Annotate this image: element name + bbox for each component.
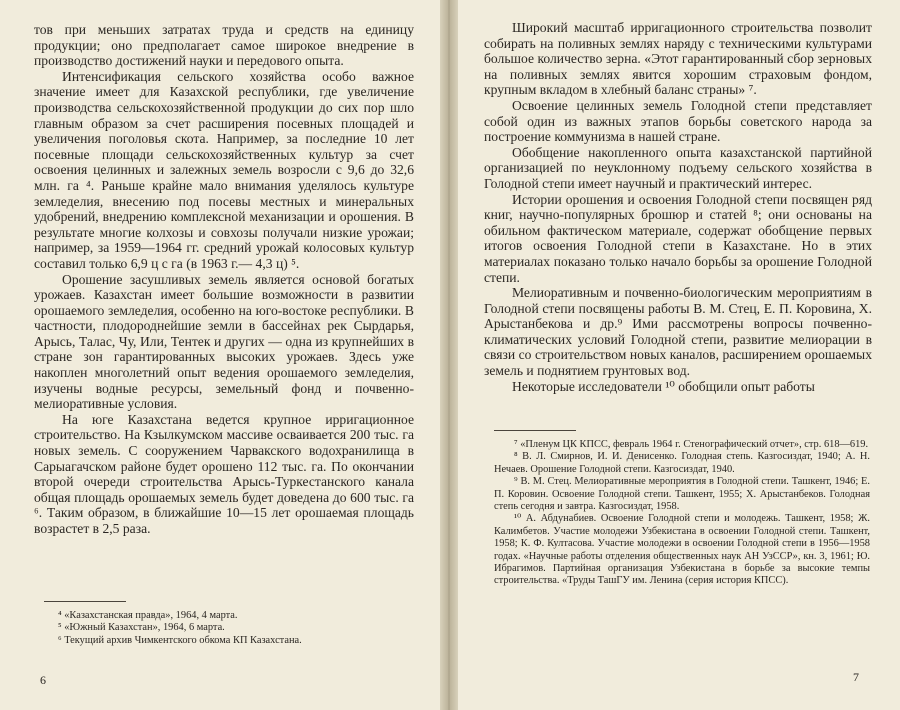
- footnote: ⁵ «Южный Казахстан», 1964, 6 марта.: [58, 622, 225, 634]
- paragraph: тов при меньших затратах труда и средств на единицу продукции; оно предполагает самое широкое внедрение в производство достижений науки и передового опыта.: [34, 22, 414, 69]
- footnote: ⁹ В. М. Стец. Мелиоративные мероприятия в Голодной степи. Ташкент, 1946; Е. П. Коровин. Освоение Голодной степи. Ташкент, 1955; Х. Арыстанбеков. Голодная степь сегодня и завтра. Казгосиздат, 1958.: [494, 476, 870, 513]
- paragraph: Освоение целинных земель Голодной степи представляет собой один из важных этапов борьбы советского народа за построение коммунизма в нашей стране.: [484, 97, 872, 145]
- page-number: 7: [853, 670, 859, 684]
- footnote-divider: [494, 430, 576, 431]
- paragraph: Обобщение накопленного опыта казахстанской партийной организацией по неуклонному подъему сельского хозяйства в Голодной степи имеет научный и практический интерес.: [484, 144, 872, 191]
- footnote: ⁴ «Казахстанская правда», 1964, 4 марта.: [58, 610, 238, 621]
- footnote: ⁸ В. Л. Смирнов, И. И. Денисенко. Голодная степь. Казгосиздат, 1940; А. Н. Нечаев. Орошение Голодной степи. Казгосиздат, 1940.: [494, 451, 870, 475]
- footnote: ⁶ Текущий архив Чимкентского обкома КП Казахстана.: [58, 634, 302, 646]
- paragraph: Орошение засушливых земель является основой богатых урожаев. Казахстан имеет большие возможности в развитии орошаемого земледелия, особенно на юго-востоке республики. В частности, плодороднейшие земли в бассейнах рек Сырдарья, Арысь, Талас, Чу, Или, Тентек и других — одна из крупнейших в стране зон гарантированных высоких урожаев. Здесь уже накоплен многолетний опыт ведения орошаемого земледелия, изучены водные ресурсы, земельный фонд и почвенно-мелиоративные условия.: [34, 271, 414, 412]
- left-page: [0, 0, 440, 710]
- footnote: ¹⁰ А. Абдунабиев. Освоение Голодной степи и молодежь. Ташкент, 1958; Ж. Калимбетов. Участие молодежи Узбекистана в освоении Голодной степи. Ташкент, 1958; К. Ф. Култасова. Участие молодежи в освоении Голодной степи в 1956—1958 годах. «Научные работы отделения общественных наук АН УзССР», кн. 3, 1961; Ю. Ибрагимов. Партийная организация Узбекистана в борьбе за высокие темпы строительства. «Труды ТашГУ им. Ленина (серия история КПСС).: [494, 513, 870, 587]
- footnote-divider: [44, 601, 126, 602]
- left-page-body: [34, 22, 414, 537]
- left-page-footnotes: [44, 601, 414, 647]
- paragraph: Некоторые исследователи ¹⁰ обобщили опыт работы: [512, 378, 815, 394]
- paragraph: Мелиоративным и почвенно-биологическим мероприятиям в Голодной степи посвящены работы В. М. Стец, Е. П. Коровина, Х. Арыстанбекова и др.⁹ Ими рассмотрены вопросы почвенно-климатических условий Голодной степи, развитие мелиорации в связи со строительством новых каналов, расширением орошаемых земель и поднятием грунтовых вод.: [484, 285, 872, 379]
- page-number: 6: [40, 673, 46, 687]
- right-page-footnotes: [494, 430, 870, 588]
- paragraph: Истории орошения и освоения Голодной степи посвящен ряд книг, научно-популярных брошюр и статей ⁸; они основаны на обильном фактическом материале, содержат обобщение первых итогов освоения Голодной степи в Казахстане. Но в этих материалах показано только начало борьбы за орошение Голодной степи.: [484, 191, 872, 285]
- footnote: ⁷ «Пленум ЦК КПСС, февраль 1964 г. Стенографический отчет», стр. 618—619.: [514, 439, 869, 450]
- paragraph: Интенсификация сельского хозяйства особо важное значение имеет для Казахской республики, где увеличение производства сельскохозяйственной продукции до сих пор шло главным образом за счет расширения посевных площадей и увеличения поголовья скота. Например, за последние 10 лет посевные площади сельскохозяйственных культур за счет освоения целинных и залежных земель возросли с 9,6 до 32,6 млн. га ⁴. Раньше крайне мало внимания уделялось культуре земледелия, внесению под посевы местных и минеральных удобрений, внедрению комплексной механизации и орошения. В результате многие колхозы и совхозы получали низкие урожаи; например, за 1959—1964 гг. средний урожай колосовых культур составил только 6,9 ц с га (в 1963 г.— 4,3 ц) ⁵.: [34, 68, 414, 271]
- paragraph: Широкий масштаб ирригационного строительства позволит собирать на поливных землях наряду с техническими культурами большое количество зерна. «Этот гарантированный сбор зерновых на поливных землях явится хорошим страховым фондом, крупным вкладом в хлебный баланс страны» ⁷.: [484, 20, 872, 98]
- paragraph: На юге Казахстана ведется крупное ирригационное строительство. На Кзылкумском массиве осваивается 200 тыс. га новых земель. С сооружением Чарвакского водохранилища в Сарыагачском районе будет орошено 112 тыс. га. По окончании второй очереди строительства Арысь-Туркестанского канала общая площадь орошаемых земель будет доведена до 600 тыс. га ⁶. Таким образом, в ближайшие 10—15 лет орошаемая площадь возрастет в 2,5 раза.: [34, 411, 414, 536]
- right-page: [458, 0, 900, 710]
- book-gutter: [440, 0, 458, 710]
- right-page-body: [484, 20, 872, 394]
